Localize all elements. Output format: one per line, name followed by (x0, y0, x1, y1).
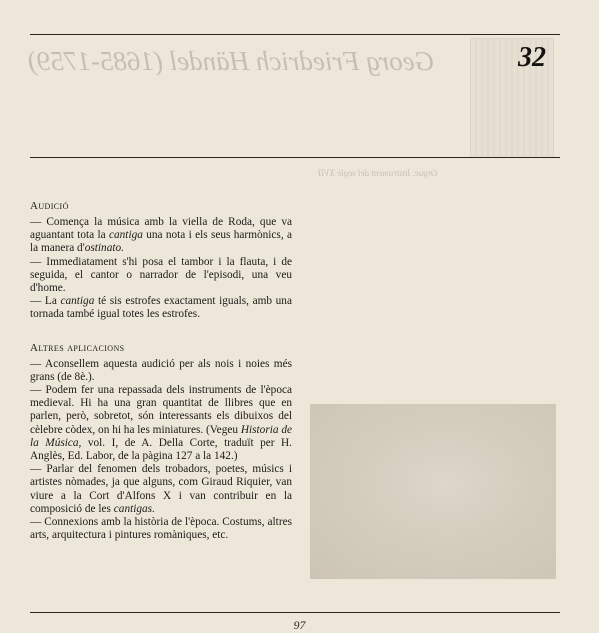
text: — La (30, 295, 61, 308)
paragraph (30, 384, 292, 463)
section-heading-audicio: Audició (30, 200, 69, 212)
paragraph: — Immediatament s'hi posa el tambor i la flauta, i de seguida, el cantor o narrador de l'episodi, una veu d'home. (30, 255, 292, 295)
bleed-through-caption: Orgue. Instrument del segle XVII (318, 168, 438, 178)
bleed-through-title: Georg Friedrich Händel (1685-1759) (28, 46, 435, 76)
paragraph: — Aconsellem aquesta audició per als nois i noies més grans (de 8è.). (30, 357, 292, 383)
section-heading-altres-aplicacions: Altres aplicacions (30, 341, 125, 354)
text: una nota i els seus harmònics, a la manera d' (30, 229, 292, 255)
paragraph: — Connexions amb la història de l'època. Costums, altres arts, arquitectura i pintures romàniques, etc. (30, 516, 292, 542)
main-text-column (30, 200, 292, 542)
text: vol. I, de A. Della Corte, traduït per H. Anglès, Ed. Labor, de la pàgina 127 a la 142.) (30, 436, 292, 463)
bottom-rule (30, 612, 560, 613)
paragraph (30, 216, 292, 256)
text: té sis estrofes exactament iguals, amb una tornada també igual totes les estrofes. (30, 295, 292, 321)
emphasis: cantiga (109, 229, 143, 242)
emphasis: cantiga (60, 295, 95, 308)
text: — Podem fer una repassada dels instruments de l'època medieval. Hi ha una gran quantitat de llibres que en parlen, però, sobretot, són interessants els dibuixos del cèlebre còdex, on hi ha les miniatures. (Vegeu (30, 384, 292, 436)
paragraph (30, 295, 292, 321)
bleed-through-portrait (310, 404, 556, 579)
emphasis: ostinato. (84, 242, 124, 255)
top-rule (30, 34, 560, 35)
section-rule (30, 157, 560, 158)
emphasis: cantigas. (113, 502, 155, 515)
text: — Parlar del fenomen dels trobadors, poetes, músics i artistes nòmades, ja que alguns, com Giraud Riquier, van viure a la Cort d'Alfons X i van contribuir en la composició de les (30, 463, 292, 515)
page-folio: 97 (293, 618, 306, 632)
page-number: 32 (518, 42, 546, 73)
paragraph (30, 463, 292, 516)
text: — Comença la música amb la viella de Roda, que va aguantant tota la (30, 216, 292, 242)
emphasis: Historia de la Música, (30, 423, 292, 449)
